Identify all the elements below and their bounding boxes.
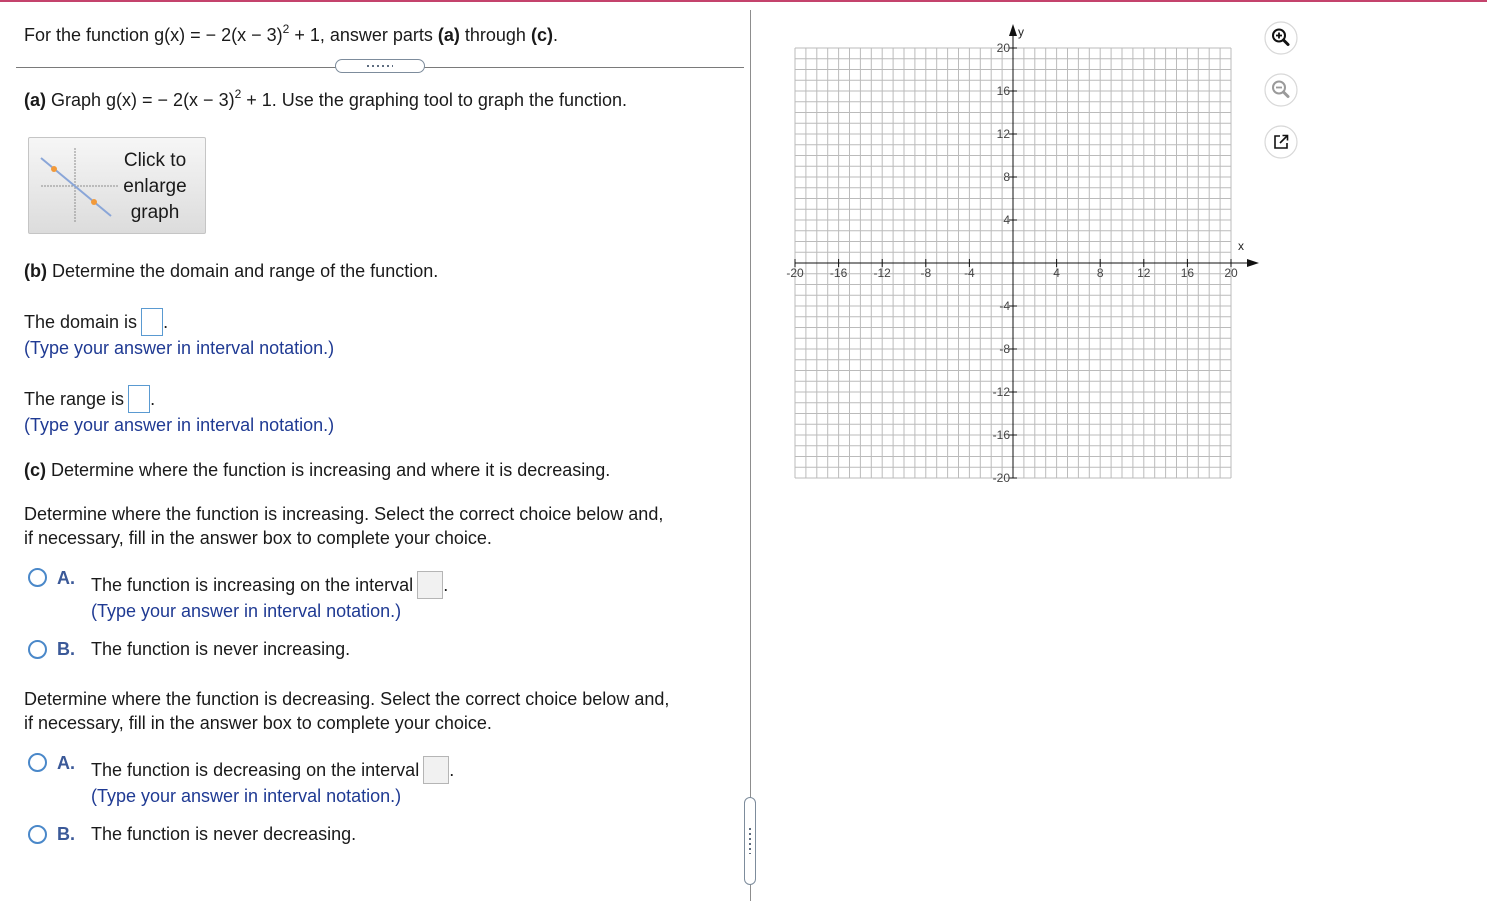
range-answer-box[interactable] [128, 385, 150, 413]
decreasing-prompt-line-2: if necessary, fill in the answer box to complete your choice. [24, 713, 492, 733]
x-tick-label: -4 [964, 266, 975, 280]
part-b-prompt: (b) Determine the domain and range of the function. [24, 261, 439, 281]
increasing-choice-a-radio[interactable] [28, 568, 47, 587]
decreasing-interval-box[interactable] [423, 756, 449, 784]
popout-button[interactable] [1261, 122, 1301, 162]
y-axis-label: y [1018, 25, 1024, 39]
increasing-choice-a-letter: A. [57, 568, 75, 588]
y-tick-label: -12 [992, 385, 1010, 399]
vertical-resize-handle[interactable] [744, 797, 756, 885]
increasing-prompt-line-2: if necessary, fill in the answer box to complete your choice. [24, 528, 492, 548]
popout-icon [1263, 124, 1299, 160]
decreasing-choice-a-letter: A. [57, 753, 75, 773]
domain-hint: (Type your answer in interval notation.) [24, 338, 335, 358]
part-a-prompt: (a) Graph g(x) = − $2(x - 3)^2 + 1$. Use the graphing tool to graph the function. [24, 87, 628, 110]
decreasing-choice-a-radio[interactable] [28, 753, 47, 772]
decreasing-hint: (Type your answer in interval notation.) [91, 786, 402, 806]
zoom-in-icon [1263, 20, 1299, 56]
y-tick-label: -4 [999, 299, 1010, 313]
x-tick-label: -12 [873, 266, 891, 280]
decreasing-choice-b-letter: B. [57, 824, 75, 844]
y-tick-label: 16 [996, 84, 1010, 98]
y-tick-label: 20 [996, 41, 1010, 55]
y-tick-label: 4 [1003, 213, 1010, 227]
enlarge-graph-label: Click to enlarge graph [123, 150, 187, 223]
range-row: The range is . [24, 385, 155, 413]
zoom-out-icon [1263, 72, 1299, 108]
range-hint: (Type your answer in interval notation.) [24, 415, 335, 435]
decreasing-choice-a-text: The function is decreasing on the interval . [91, 756, 454, 784]
domain-row: The domain is . [24, 308, 168, 336]
zoom-in-button[interactable] [1261, 18, 1301, 58]
x-tick-label: 16 [1180, 266, 1195, 280]
y-tick-label: -8 [999, 342, 1010, 356]
enlarge-graph-button[interactable] [28, 137, 206, 234]
decreasing-prompt-line-1: Determine where the function is decreasing. Select the correct choice below and, [24, 689, 670, 709]
y-tick-label: 12 [996, 127, 1010, 141]
graphing-area[interactable] [780, 20, 1260, 490]
vertical-divider [750, 10, 751, 901]
x-axis-label: x [1238, 239, 1244, 253]
increasing-choice-b-radio[interactable] [28, 640, 47, 659]
increasing-choice-b-text: The function is never increasing. [91, 639, 351, 659]
x-tick-label: 4 [1053, 266, 1060, 280]
increasing-choice-a-text: The function is increasing on the interval . [91, 571, 448, 599]
x-tick-label: -16 [829, 266, 848, 280]
y-tick-label: 8 [1003, 170, 1010, 184]
increasing-interval-box[interactable] [417, 571, 443, 599]
question-header: For the function g(x) = − $2(x - 3)^2 + 1$, answer parts (a) through (c). [24, 22, 558, 45]
x-tick-label: -8 [920, 266, 932, 280]
decreasing-choice-b-radio[interactable] [28, 825, 47, 844]
increasing-hint: (Type your answer in interval notation.) [91, 601, 402, 621]
y-tick-label: -20 [992, 471, 1010, 485]
zoom-out-button[interactable] [1261, 70, 1301, 110]
domain-answer-box[interactable] [141, 308, 163, 336]
horizontal-resize-handle[interactable] [335, 59, 425, 73]
increasing-choice-b-letter: B. [57, 639, 75, 659]
y-tick-label: -16 [992, 428, 1010, 442]
part-c-prompt: (c) Determine where the function is increasing and where it is decreasing. [24, 460, 611, 480]
x-axis-arrow [1247, 259, 1259, 267]
x-tick-label: 20 [1224, 266, 1238, 280]
x-tick-label: -20 [786, 266, 804, 280]
x-tick-label: 12 [1137, 266, 1151, 280]
increasing-prompt-line-1: Determine where the function is increasing. Select the correct choice below and, [24, 504, 664, 524]
y-axis-arrow [1009, 24, 1017, 36]
x-tick-label: 8 [1096, 266, 1104, 280]
decreasing-choice-b-text: The function is never decreasing. [91, 824, 357, 844]
axes [795, 24, 1259, 478]
graph-thumbnail-icon [37, 146, 119, 226]
